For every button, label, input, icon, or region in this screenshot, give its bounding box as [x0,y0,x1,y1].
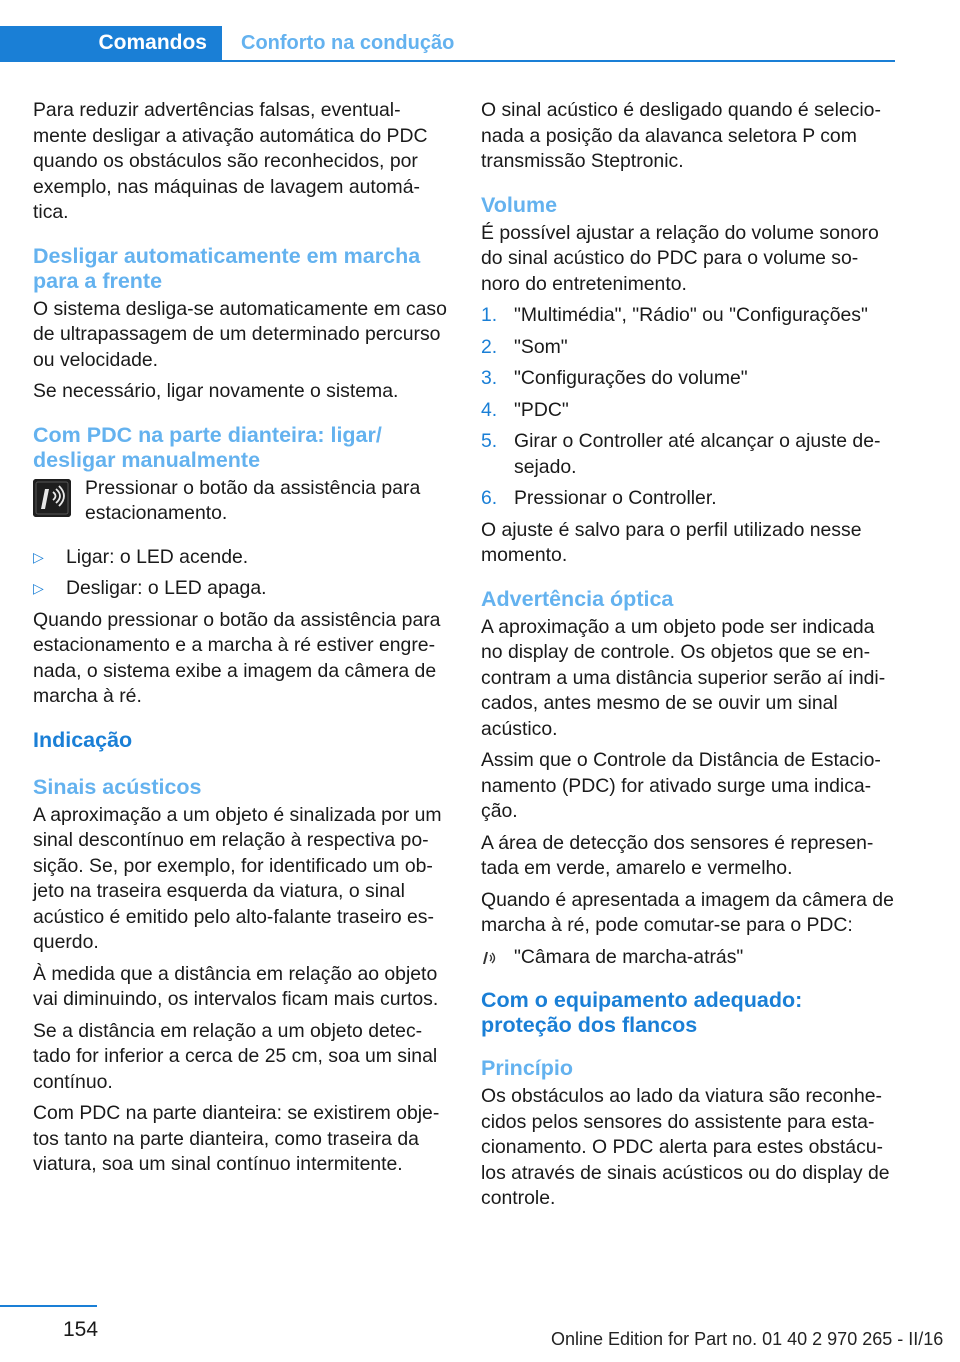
bullet-text: Desligar: o LED apaga. [66,577,267,599]
step-text: "Som" [514,335,568,358]
heading-front-pdc: Com PDC na parte dianteira: ligar/ desligar manualmente [33,422,382,472]
heading-protecao-flancos: Com o equipamento adequado: proteção dos flancos [481,988,803,1037]
intro-paragraph: Para reduzir advertências falsas, eventual‐ mente desligar a ativação automática do PDC quando os obstáculos são reconhecidos, por exemplo, nas máquinas de lavagem automá‐ tica. [33,99,428,223]
step-text: Girar o Controller até alcançar o ajuste de‐ sejado. [514,430,881,478]
step-number: 3. [481,367,498,389]
bullet-text: Ligar: o LED acende. [66,545,249,568]
list-item [481,335,899,361]
optica-paragraph-4: Quando é apresentada a imagem da câmera de marcha à ré, pode comutar-se para o PDC: [481,888,894,936]
step-number: 1. [481,304,498,326]
heading-auto-off: Desligar automaticamente em marcha para a frente [33,243,421,293]
volume-paragraph: É possível ajustar a relação do volume sonoro do sinal acústico do PDC para o volume so‐ noro do entretenimento. [481,221,879,295]
reenable-paragraph: Se necessário, ligar novamente o sistema. [33,380,399,402]
heading-advertencia-optica: Advertência óptica [481,586,674,611]
step-text: "Configurações do volume" [514,367,748,389]
optica-paragraph-1: A aproximação a um objeto pode ser indicada no display de controle. Os objetos que se en‐ contram a uma distância superior serão aí indi‐ cados, antes mesmo de se ouvir um sinal acústico. [481,615,886,740]
heading-sinais-acusticos: Sinais acústicos [33,774,202,799]
step-number: 5. [481,430,498,452]
footer-divider [0,1305,97,1307]
list-item [481,486,899,512]
chapter-tab-comandos[interactable]: Comandos [0,26,222,60]
pdc-camera-icon [481,949,501,975]
sinais-paragraph-3: Se a distância em relação a um objeto detec‐ tado for inferior a cerca de 25 cm, soa um sinal contínuo. [33,1019,438,1093]
step-number: 4. [481,398,498,421]
sinais-paragraph-2: À medida que a distância em relação ao objeto vai diminuindo, os intervalos ficam mais curtos. [33,962,439,1010]
section-tab-conforto[interactable]: Conforto na condução [241,32,455,54]
press-button-text: Pressionar o botão da assistência para estacionamento. [85,476,421,524]
step-text: "Multimédia", "Rádio" ou "Configurações" [514,304,868,326]
pdc-button-instruction [33,476,451,527]
list-item [481,303,899,329]
reverse-camera-paragraph: Quando pressionar o botão da assistência para estacionamento e a marcha à ré estiver engre‐ nada, o sistema exibe a imagem da câmera de marcha à ré. [33,608,441,707]
sinais-paragraph-1: A aproximação a um objeto é sinalizada por um sinal descontínuo em relação à respectiva po‐ sição. Se, por exemplo, for identificado um ob‐ jeto na traseira esquerda da viatura, o sinal acústico é emitido pelo alto-falante traseiro es‐ querdo. [33,803,442,953]
optica-paragraph-2: Assim que o Controle da Distância de Estacio‐ namento (PDC) for ativado surge uma indica‐ ção. [481,749,881,822]
step-number: 2. [481,335,498,358]
right-column [481,98,899,1218]
principio-paragraph: Os obstáculos ao lado da viatura são reconhe‐ cidos pelos sensores do assistente para esta‐ cionamento. O PDC alerta para estes obstácu‐ los através de sinais acústicos ou do display de controle. [481,1085,890,1209]
step-number: 6. [481,487,498,509]
list-item [481,366,899,392]
list-item [481,429,899,480]
saved-paragraph: O ajuste é salvo para o perfil utilizado nesse momento. [481,518,862,566]
list-item [33,576,451,602]
optica-paragraph-3: A área de detecção dos sensores é represen‐ tada em verde, amarelo e vermelho. [481,831,874,879]
parking-assist-button-icon [33,479,71,517]
camera-menu-item [481,945,899,971]
led-bullet-list [33,545,451,602]
list-item [481,398,899,424]
step-text: Pressionar o Controller. [514,487,717,509]
page-number: 154 [63,1318,99,1341]
heading-principio: Princípio [481,1056,573,1080]
edition-text: Online Edition for Part no. 01 40 2 970 265 - II/16 [551,1329,944,1349]
intro-paragraph: O sinal acústico é desligado quando é selecio‐ nada a posição da alavanca seletora P com transmissão Steptronic. [481,99,881,172]
volume-steps-list [481,303,899,512]
step-text: "PDC" [514,398,569,421]
heading-indicacao: Indicação [33,727,133,752]
heading-volume: Volume [481,192,558,217]
header-divider [0,60,895,62]
sinais-paragraph-4: Com PDC na parte dianteira: se existirem obje‐ tos tanto na parte dianteira, como traseira da viatura, soa um sinal contínuo intermitente. [33,1102,440,1175]
auto-off-paragraph: O sistema desliga-se automaticamente em caso de ultrapassagem de um determinado percurso ou velocidade. [33,297,447,371]
camera-item-text: "Câmara de marcha-atrás" [514,945,744,968]
triangle-bullet-icon: ▷ [33,580,44,596]
triangle-bullet-icon: ▷ [33,548,44,565]
page-header [0,26,895,62]
list-item [33,545,451,571]
left-column [33,98,451,1184]
